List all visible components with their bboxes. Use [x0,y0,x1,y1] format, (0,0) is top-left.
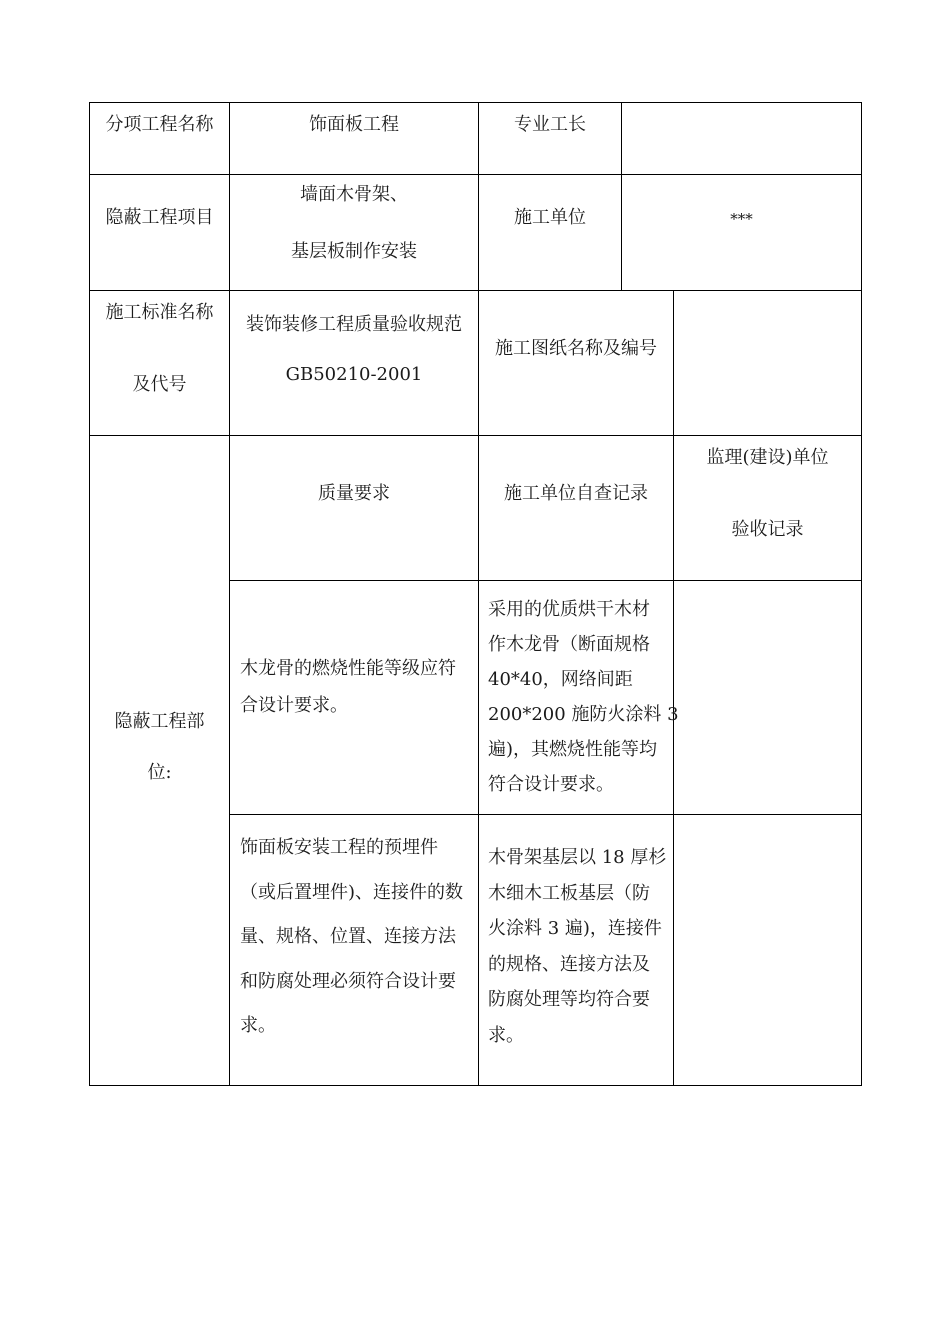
concealed-item-value-line2: 基层板制作安装 [291,241,417,262]
drawing-name-label: 施工图纸名称及编号 [495,338,657,359]
concealed-part-label-line1: 隐蔽工程部 [114,711,205,732]
item-1-record-line: 作木龙骨（断面规格 [488,634,650,655]
standard-label-line1: 施工标准名称 [105,302,214,323]
col-divider-3a [621,102,622,291]
table-border-bottom [89,1085,862,1086]
row-divider-3 [89,435,862,436]
item-2-record-line: 的规格、连接方法及 [488,953,650,975]
item-1-record-line: 采用的优质烘干木材 [488,599,650,620]
row-divider-5 [229,814,862,815]
table-border-right [861,102,862,1086]
item-1-record-line: 符合设计要求。 [488,774,614,795]
item-2-record-line: 木细木工板基层（防 [488,882,650,904]
construction-unit-label: 施工单位 [514,207,586,228]
concealed-part-label-line2: 位: [147,762,172,783]
item-2-requirement-line: 饰面板安装工程的预埋件 [240,837,438,858]
row-divider-4 [229,580,862,581]
item-1-record-line: 遍)，其燃烧性能等均 [488,739,658,760]
col-divider-2 [478,102,479,1086]
item-1-requirement [240,650,456,724]
standard-value-line1: 装饰装修工程质量验收规范 [246,314,462,335]
item-2-record-line: 火涂料 3 遍)，连接件 [488,918,662,939]
supervision-header-line1: 监理(建设)单位 [706,447,829,468]
item-1-record [488,592,679,802]
standard-value-line2: GB50210-2001 [285,364,423,385]
supervision-header-line2: 验收记录 [731,519,804,540]
item-2-requirement-line: （或后置埋件)、连接件的数 [240,881,464,903]
concealed-item-value-line1: 墙面木骨架、 [300,184,408,205]
item-2-requirement-line: 和防腐处理必须符合设计要 [240,970,456,992]
item-1-record-line: 40*40，网络间距 [488,669,633,690]
item-1-requirement-line: 合设计要求。 [240,695,348,716]
row-divider-1 [89,174,862,175]
item-2-requirement-line: 求。 [240,1015,276,1036]
subproject-name-label: 分项工程名称 [105,114,214,135]
item-2-requirement [240,826,463,1049]
item-2-record-line: 防腐处理等均符合要 [488,989,650,1010]
item-1-record-line: 200*200 施防火涂料 3 [488,704,679,725]
row-divider-2 [89,290,862,291]
item-1-requirement-line: 木龙骨的燃烧性能等级应符 [240,658,456,679]
standard-label-line2: 及代号 [132,374,187,395]
quality-requirement-header: 质量要求 [318,483,390,504]
concealed-item-label: 隐蔽工程项目 [105,207,214,228]
table-border-top [89,102,862,103]
item-2-record-line: 木骨架基层以 18 厚杉 [488,847,667,868]
table-border-left [89,102,90,1086]
item-2-requirement-line: 量、规格、位置、连接方法 [240,926,456,947]
item-2-record-line: 求。 [488,1024,524,1046]
item-2-record [488,840,666,1053]
self-check-header: 施工单位自查记录 [504,483,648,504]
subproject-name-value: 饰面板工程 [309,114,399,135]
construction-unit-value: *** [730,210,753,228]
foreman-label: 专业工长 [514,114,586,135]
